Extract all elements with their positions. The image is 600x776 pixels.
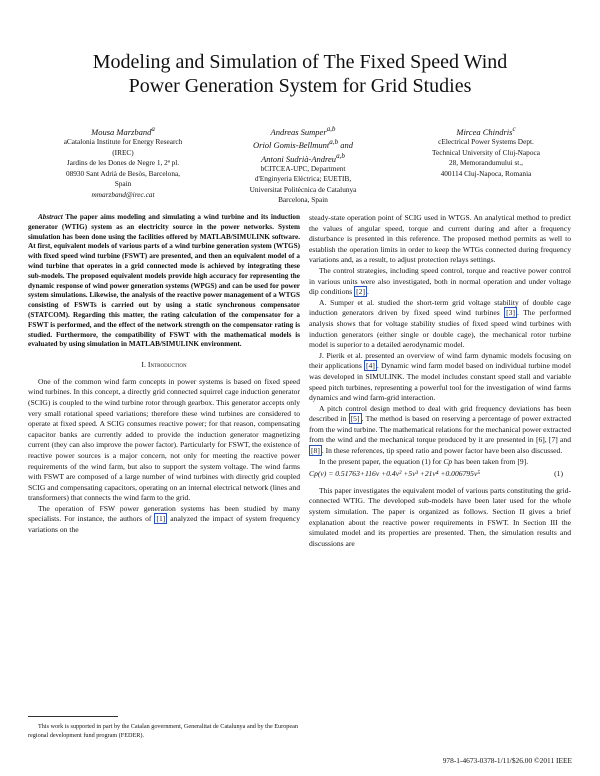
- author-name: Mircea Chindris$^c$: [456, 125, 516, 137]
- citation-link[interactable]: [4]: [366, 361, 375, 371]
- abstract-text: The paper aims modeling and simulating a wind turbine and its induction generator (WTIG) system as an electricity source in the power networks. System simulation has been done using the facilities offered by MATLAB/SIMULINK software. At first, equivalent models of various parts of a wind turbine generation system (WTGS) with fixed speed wind turbine (FSWT) are presented, and then an equivalent model of a wind turbine that operates in a grid connected mode is achieved by integrating these sub-models. The proposed equivalent models provide high accuracy for representing the dynamic response of wind power generation systems (WPGS) and can be used for power system simulations. Likewise, the analysis of the reactive power management of a WTGS consisting of FSWTs is carried out by using a static synchronous compensator (STATCOM). Regarding this matter, the rating calculation of the compensator for a FSWT is performed, and the effect of the network strength on the compensator rating is studied. Furthermore, the compatibility of FSWT with the mathematical models is evaluated by using simulation in MATLAB/SIMULINK environment.: [28, 213, 300, 349]
- paragraph: steady-state operation point of SCIG used in WTGS. An analytical method to predict the values of angular speed, torque and current during and after a frequency disturbance is presented in this reference. The proposed method permits as well to establish the operation limits in order to keep the WTGs connected during frequency variations and, as a result, to adjust protection relays settings.: [309, 213, 571, 265]
- footnote: This work is supported in part by the Catalan government, Generalitat de Catalunya and by the European regional development fund program (FEDER).: [28, 723, 298, 739]
- affiliation-line: 08930 Sant Adrià de Besòs, Barcelona,: [65, 168, 181, 178]
- abstract: [28, 213, 300, 350]
- affiliation-line: (IREC): [112, 147, 134, 157]
- affiliation-line: Technical University of Cluj-Napoca: [432, 147, 540, 157]
- affiliation-line: cElectrical Power Systems Dept.: [438, 137, 534, 147]
- affiliation-line: Spain: [114, 179, 132, 189]
- citation-link[interactable]: [2]: [356, 287, 365, 297]
- section-heading: I. Introduction: [141, 360, 187, 370]
- affiliation-line: 28, Memorandumului st.,: [449, 158, 523, 168]
- paragraph: J. Pierik et al. presented an overview of wind farm dynamic models focusing on their applications [4] . Dynamic wind farm model based on individual turbine model was developed in SIMULINK. The model includes constant speed stall and variable speed pitch turbines, representing a powerful tool for the investigation of wind farms dynamics and wind farm-grid interaction.: [309, 350, 571, 403]
- right-column: [309, 213, 571, 549]
- author-email[interactable]: mmarzband@irec.cat: [91, 189, 155, 199]
- author-name: Antoni Sudrià-Andreu$^{a,b}$: [261, 151, 345, 164]
- author-name: Mousa Marzband$^a$: [91, 125, 155, 137]
- abstract-label: Abstract: [38, 213, 63, 221]
- paragraph: The operation of FSW power generation systems has been studied by many specialists. For instance, the authors of [1] analyzed the impact of system frequency variations on the: [28, 503, 300, 535]
- equation-1: Cp(v) = 0.51763+116v +0.4v² +5v³ +21v⁴ +0.006795v⁵ (1): [309, 469, 563, 479]
- paragraph: One of the common wind farm concepts in power systems is based on fixed speed wind turbines. In this concept, a directly grid connected squirrel cage induction generator (SCIG) is coupled to the wind turbine rotor through gearbox. This generator accepts only very small rotational speed variations; therefore these wind turbines are considered to operate at fixed speed. A SCIG consumes reactive power; for that reason, compensating capacitor banks are currently added to provide the induction generator magnetizing current (they can also improve the power factor). Particularly for FSWT, the existence of reactive power sources is a major concern, not only for meeting the reactive power requirements of the wind farm, but also to support the system voltage. The wind farms with FSWT are composed of a large number of wind turbines with directly grid coupled SCIG and compensating capacitors, operating on an internal electrical network (lines and transformers) that connects the wind farm to the grid.: [28, 376, 300, 503]
- author-block: [28, 124, 576, 219]
- paragraph: A. Sumper et al. studied the short-term grid voltage stability of double cage induction generators driven by fixed speed wind turbines [3] . The performed analysis shows that for voltage stability studies of fixed speed wind turbines with induction generators (either single or double cage), the mechanical rotor turbine model is superior to a detailed aerodynamic model.: [309, 297, 571, 350]
- affiliation-line: bCITCEA-UPC, Department: [260, 163, 346, 173]
- paragraph: This paper investigates the equivalent model of various parts constituting the grid-connected WTIG. The developed sub-models have been later used for the whole system simulation. The paper is organized as follows. Section II gives a brief explanation about the reactive power requirements in FSWT. In Section III the simulated model and its properties are presented. Then, the simulation results and discussions are: [309, 485, 571, 548]
- citation-link[interactable]: [8]: [311, 446, 320, 456]
- citation-link[interactable]: [5]: [350, 414, 360, 424]
- affiliation-line: aCatalonia Institute for Energy Research: [63, 137, 183, 147]
- author-3: [396, 124, 576, 179]
- affiliation-line: 400114 Cluj-Napoca, Romania: [440, 168, 532, 178]
- citation-link[interactable]: [1]: [156, 514, 166, 524]
- affiliation-line: Universitat Politècnica de Catalunya: [249, 184, 357, 194]
- title-line-2: Power Generation System for Grid Studies: [128, 75, 472, 97]
- paragraph: In the present paper, the equation (1) for Cp has been taken from [9].: [319, 456, 529, 466]
- title-line-1: Modeling and Simulation of The Fixed Speed Wind: [92, 51, 508, 73]
- author-name: Oriol Gomis-Bellmunt$^{a,b}$ and: [253, 138, 353, 151]
- affiliation-line: Barcelona, Spain: [278, 195, 328, 205]
- left-column: [28, 213, 300, 536]
- author-1: [28, 124, 218, 200]
- author-name: Andreas Sumper$^{a,b}$: [270, 125, 336, 137]
- affiliation-line: Jardins de les Dones de Negre 1, 2ª pl.: [66, 158, 180, 168]
- footnote-rule: [28, 716, 118, 717]
- copyright-line: 978-1-4673-0378-1/11/$26.00 ©2011 IEEE: [442, 756, 572, 765]
- citation-link[interactable]: [3]: [506, 308, 515, 318]
- affiliation-line: d'Enginyeria Elèctrica; EUETIB,: [254, 174, 352, 184]
- paragraph: A pitch control design method to deal with grid frequency deviations has been described in [5] . The method is based on reserving a percentage of power extracted from the wind turbine. The mathematical relations for the mechanical power extracted from the wind and the mechanical torque produced by it are presented in [6], [7] and [8] . In these references, tip speed ratio and power factor have been also discussed.: [309, 403, 571, 456]
- author-2: [218, 124, 388, 206]
- paragraph: The control strategies, including speed control, torque and reactive power control in various units were also investigated, both in normal operation and under voltage dip conditions [2] .: [309, 265, 571, 297]
- paper-title: [40, 50, 560, 98]
